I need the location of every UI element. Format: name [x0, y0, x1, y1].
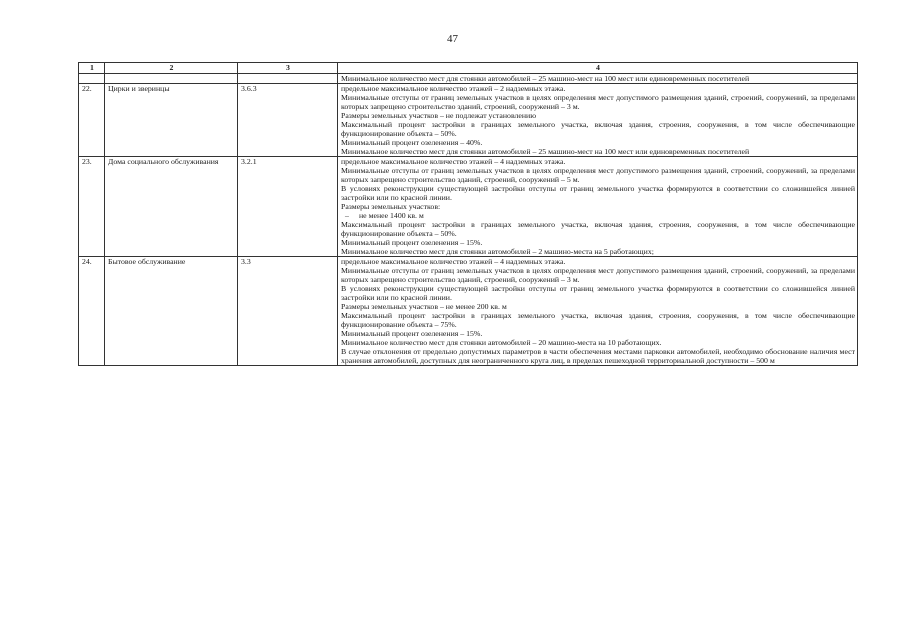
row-params [338, 157, 858, 257]
param-line: Минимальный процент озеленения – 40%. [341, 138, 483, 147]
param-line: Минимальное количество мест для стоянки автомобилей – 20 машино-места на 10 работающих. [341, 338, 662, 347]
row-code: 3.3 [238, 257, 338, 366]
continuation-row [79, 74, 858, 84]
param-line: Размеры земельных участков: [341, 202, 441, 211]
param-line: Минимальное количество мест для стоянки автомобилей – 25 машино-мест на 100 мест или единовременных посетителей [341, 74, 750, 83]
row-number: 22. [79, 84, 105, 157]
column-header-4: 4 [338, 63, 858, 74]
param-line: предельное максимальное количество этажей – 4 надземных этажа. [341, 257, 566, 266]
row-code: 3.6.3 [238, 84, 338, 157]
column-header-1: 1 [79, 63, 105, 74]
row-params [338, 257, 858, 366]
row-name: Бытовое обслуживание [105, 257, 238, 366]
param-line: предельное максимальное количество этажей – 2 надземных этажа. [341, 84, 566, 93]
param-line: Минимальный процент озеленения – 15%. [341, 238, 483, 247]
table-row-23 [79, 157, 858, 257]
column-header-3: 3 [238, 63, 338, 74]
page-number: 47 [447, 33, 458, 45]
row-params [338, 84, 858, 157]
regulations-table [78, 62, 858, 366]
row-number: 24. [79, 257, 105, 366]
param-line: Максимальный процент застройки в границах земельного участка, включая здания, строения, сооружения, в том числе обеспечивающие функционирование объекта – 75%. [341, 311, 855, 329]
row-code: 3.2.1 [238, 157, 338, 257]
param-line: Максимальный процент застройки в границах земельного участка, включая здания, строения, сооружения, в том числе обеспечивающие функционирование объекта – 50%. [341, 120, 855, 138]
continuation-params-cell [338, 74, 858, 84]
param-line: Минимальное количество мест для стоянки автомобилей – 2 машино-места на 5 работающих; [341, 247, 654, 256]
row-name: Цирки и зверинцы [105, 84, 238, 157]
list-item-text: не менее 1400 кв. м [359, 211, 424, 220]
list-item [341, 211, 855, 220]
table-row-22 [79, 84, 858, 157]
continuation-name-cell [105, 74, 238, 84]
row-name: Дома социального обслуживания [105, 157, 238, 257]
dash-bullet: – [345, 211, 349, 220]
param-line: Максимальный процент застройки в границах земельного участка, включая здания, строения, сооружения, в том числе обеспечивающие функционирование объекта – 50%. [341, 220, 855, 238]
param-line: Минимальное количество мест для стоянки автомобилей – 25 машино-мест на 100 мест или единовременных посетителей [341, 147, 750, 156]
continuation-num-cell [79, 74, 105, 84]
param-line: предельное максимальное количество этажей – 4 надземных этажа. [341, 157, 566, 166]
param-line: В случае отклонения от предельно допустимых параметров в части обеспечения местами парковки автомобилей, необходимо обоснование наличия мест хранения автомобилей, доступных для неограниченного круга лиц, в пределах пешеходной территориальной доступности – 500 м [341, 347, 855, 365]
continuation-code-cell [238, 74, 338, 84]
param-line: Размеры земельных участков – не подлежат установлению [341, 111, 537, 120]
param-line: В условиях реконструкции существующей застройки отступы от границ земельного участка формируются в соответствии со сложившейся линией застройки или по красной линии. [341, 184, 855, 202]
param-line: В условиях реконструкции существующей застройки отступы от границ земельного участка формируются в соответствии со сложившейся линией застройки или по красной линии. [341, 284, 855, 302]
row-number: 23. [79, 157, 105, 257]
table-header-row [79, 63, 858, 74]
param-line: Минимальные отступы от границ земельных участков в целях определения мест допустимого размещения зданий, строений, сооружений, за пределами которых запрещено строительство зданий, строений, сооружений – 5 м. [341, 166, 855, 184]
param-line: Минимальный процент озеленения – 15%. [341, 329, 483, 338]
param-line: Размеры земельных участков – не менее 200 кв. м [341, 302, 507, 311]
column-header-2: 2 [105, 63, 238, 74]
table-row-24 [79, 257, 858, 366]
param-line: Минимальные отступы от границ земельных участков в целях определения мест допустимого размещения зданий, строений, сооружений, за пределами которых запрещено строительство зданий, строений, сооружений – 3 м. [341, 93, 855, 111]
param-line: Минимальные отступы от границ земельных участков в целях определения мест допустимого размещения зданий, строений, сооружений, за пределами которых запрещено строительство зданий, строений, сооружений – 3 м. [341, 266, 855, 284]
